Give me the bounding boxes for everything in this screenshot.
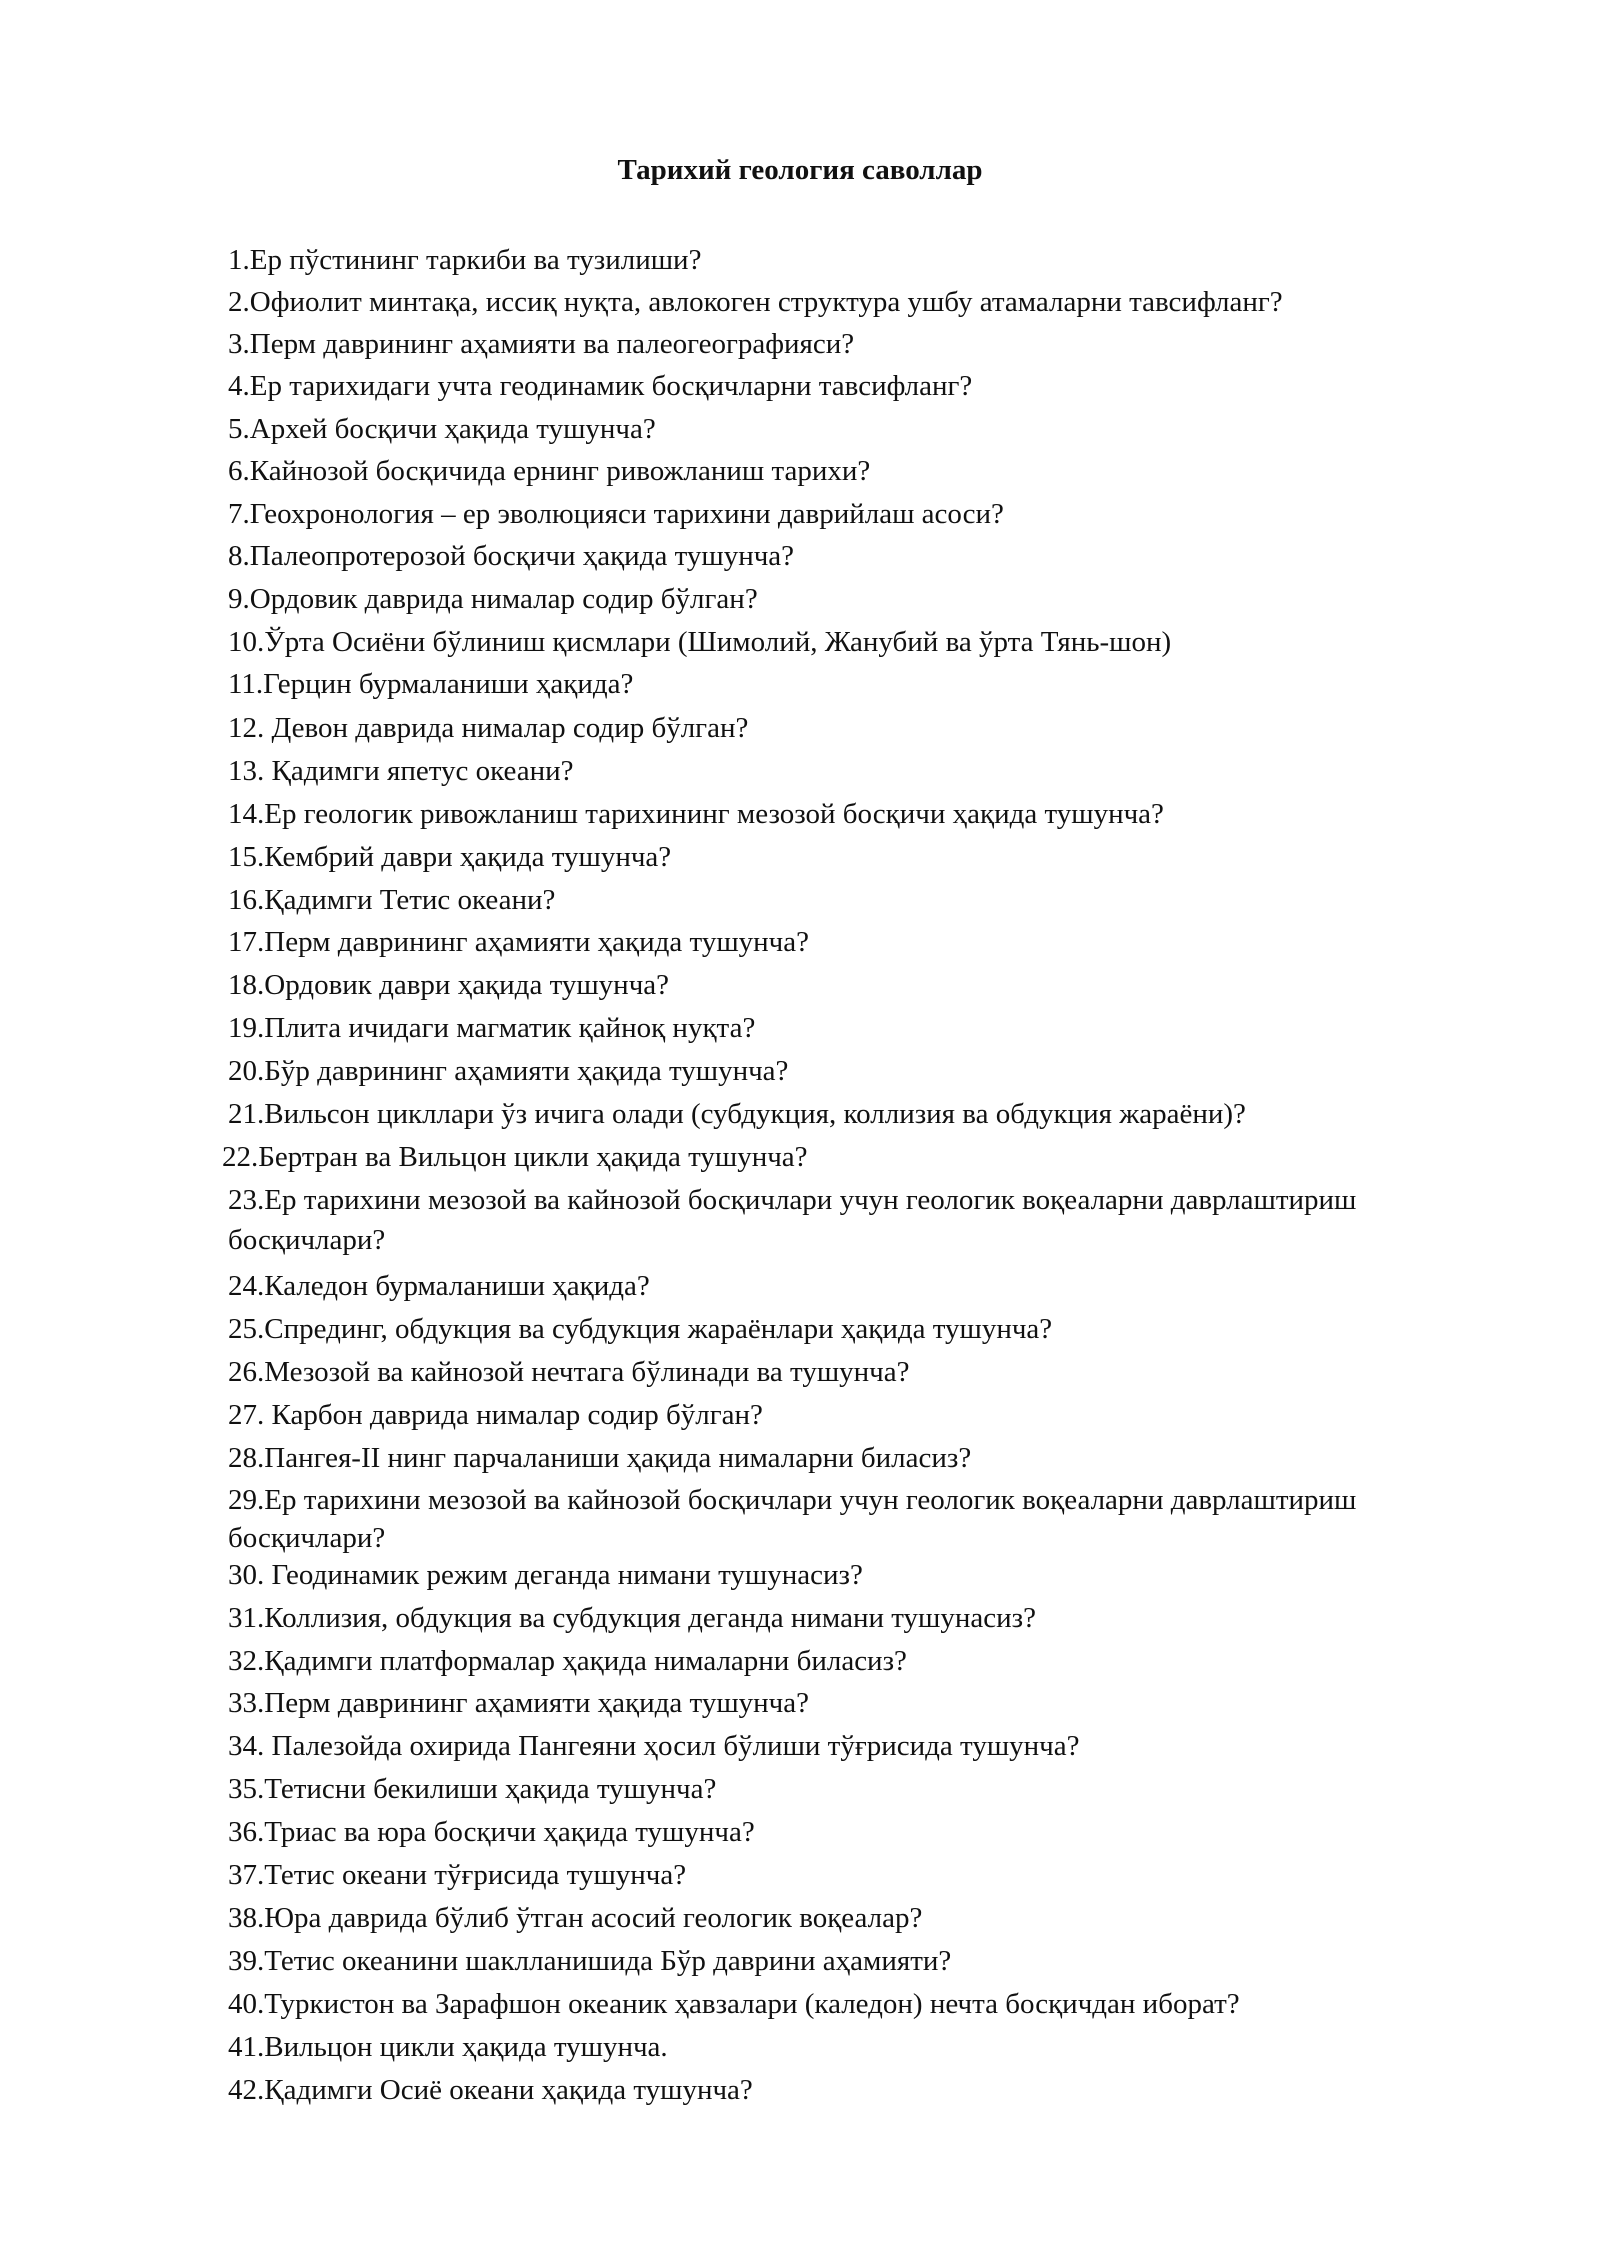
question-38: 38.Юра даврида бўлиб ўтган асосий геологик воқеалар? xyxy=(228,1902,923,1934)
question-15: 15.Кембрий даври ҳақида тушунча? xyxy=(228,841,672,873)
question-8: 8.Палеопротерозой босқичи ҳақида тушунча? xyxy=(228,540,795,572)
document-title: Тарихий геология саволлар xyxy=(617,154,983,186)
question-36: 36.Триас ва юра босқичи ҳақида тушунча? xyxy=(228,1816,755,1848)
question-11: 11.Герцин бурмаланиши ҳақида? xyxy=(228,668,634,700)
question-20: 20.Бўр даврининг аҳамияти ҳақида тушунча? xyxy=(228,1055,789,1087)
question-7: 7.Геохронология – ер эволюцияси тарихини даврийлаш асоси? xyxy=(228,498,1004,530)
question-35: 35.Тетисни бекилиши ҳақида тушунча? xyxy=(228,1773,717,1805)
question-27: 27. Карбон даврида нималар содир бўлган? xyxy=(228,1399,763,1431)
question-28: 28.Пангея-II нинг парчаланиши ҳақида нималарни биласиз? xyxy=(228,1442,972,1474)
question-10: 10.Ўрта Осиёни бўлиниш қисмлари (Шимолий, Жанубий ва ўрта Тянь-шон) xyxy=(228,626,1172,658)
question-17: 17.Перм даврининг аҳамияти ҳақида тушунча? xyxy=(228,926,809,958)
question-12: 12. Девон даврида нималар содир бўлган? xyxy=(228,712,749,744)
question-9: 9.Ордовик даврида нималар содир бўлган? xyxy=(228,583,758,615)
question-16: 16.Қадимги Тетис океани? xyxy=(228,884,556,916)
question-19: 19.Плита ичидаги магматик қайноқ нуқта? xyxy=(228,1012,756,1044)
question-33: 33.Перм даврининг аҳамияти ҳақида тушунча? xyxy=(228,1687,809,1719)
question-1: 1.Ер пўстининг таркиби ва тузилиши? xyxy=(228,244,702,276)
question-2: 2.Офиолит минтақа, иссиқ нуқта, авлокоген структура ушбу атамаларни тавсифланг? xyxy=(228,286,1283,318)
question-21: 21.Вильсон цикллари ўз ичига олади (субдукция, коллизия ва обдукция жараёни)? xyxy=(228,1098,1246,1130)
question-25: 25.Спрединг, обдукция ва субдукция жараёнлари ҳақида тушунча? xyxy=(228,1313,1053,1345)
question-26: 26.Мезозой ва кайнозой нечтага бўлинади ва тушунча? xyxy=(228,1356,910,1388)
question-24: 24.Каледон бурмаланиши ҳақида? xyxy=(228,1270,650,1302)
question-31: 31.Коллизия, обдукция ва субдукция деганда нимани тушунасиз? xyxy=(228,1602,1036,1634)
question-6: 6.Кайнозой босқичида ернинг ривожланиш тарихи? xyxy=(228,455,871,487)
question-34: 34. Палезойда охирида Пангеяни ҳосил бўлиши тўғрисида тушунча? xyxy=(228,1730,1080,1762)
question-37: 37.Тетис океани тўғрисида тушунча? xyxy=(228,1859,687,1891)
question-39: 39.Тетис океанини шаклланишида Бўр даврини аҳамияти? xyxy=(228,1945,952,1977)
question-29: 29.Ер тарихини мезозой ва кайнозой босқичлари учун геологик воқеаларни даврлаштириш босқичлари? xyxy=(228,1484,1357,1554)
question-5: 5.Архей босқичи ҳақида тушунча? xyxy=(228,413,656,445)
question-41: 41.Вильцон цикли ҳақида тушунча. xyxy=(228,2031,668,2063)
question-32: 32.Қадимги платформалар ҳақида нималарни биласиз? xyxy=(228,1645,907,1677)
question-18: 18.Ордовик даври ҳақида тушунча? xyxy=(228,969,670,1001)
question-30: 30. Геодинамик режим деганда нимани тушунасиз? xyxy=(228,1559,863,1591)
question-3: 3.Перм даврининг аҳамияти ва палеогеографияси? xyxy=(228,328,855,360)
question-40: 40.Туркистон ва Зарафшон океаник ҳавзалари (каледон) нечта босқичдан иборат? xyxy=(228,1988,1240,2020)
question-14: 14.Ер геологик ривожланиш тарихининг мезозой босқичи ҳақида тушунча? xyxy=(228,798,1164,830)
question-13: 13. Қадимги япетус океани? xyxy=(228,755,574,787)
question-42: 42.Қадимги Осиё океани ҳақида тушунча? xyxy=(228,2074,753,2106)
question-23: 23.Ер тарихини мезозой ва кайнозой босқичлари учун геологик воқеаларни даврлаштириш босқичлари? xyxy=(228,1184,1357,1256)
question-4: 4.Ер тарихидаги учта геодинамик босқичларни тавсифланг? xyxy=(228,370,973,402)
question-22: 22.Бертран ва Вильцон цикли ҳақида тушунча? xyxy=(222,1141,808,1173)
